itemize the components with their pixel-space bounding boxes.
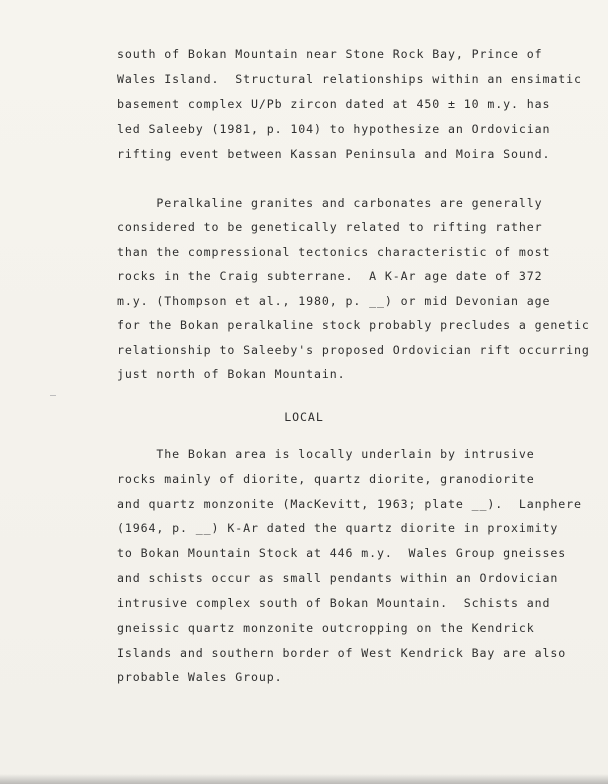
paragraph-3-line-4: (1964, p. __) K-Ar dated the quartz diorite in proximity xyxy=(117,521,559,535)
paragraph-2-line-5: m.y. (Thompson et al., 1980, p. __) or mid Devonian age xyxy=(117,294,551,308)
paragraph-2-line-2: considered to be genetically related to rifting rather xyxy=(117,220,543,234)
paragraph-2-line-1: Peralkaline granites and carbonates are generally xyxy=(117,196,543,210)
paragraph-3-line-3: and quartz monzonite (MacKevitt, 1963; plate __). Lanphere xyxy=(117,497,582,511)
paragraph-2-line-6: for the Bokan peralkaline stock probably precludes a genetic xyxy=(117,318,590,332)
section-heading-local: LOCAL xyxy=(284,410,324,424)
paragraph-3-line-5: to Bokan Mountain Stock at 446 m.y. Wales Group gneisses xyxy=(117,546,567,560)
paragraph-1-line-1: south of Bokan Mountain near Stone Rock Bay, Prince of xyxy=(117,47,543,61)
margin-mark xyxy=(50,395,56,396)
paragraph-3-line-6: and schists occur as small pendants within an Ordovician xyxy=(117,571,559,585)
paragraph-2-line-4: rocks in the Craig subterrane. A K-Ar age date of 372 xyxy=(117,269,543,283)
paragraph-1-line-3: basement complex U/Pb zircon dated at 450 ± 10 m.y. has xyxy=(117,97,551,111)
scan-bottom-shadow xyxy=(0,774,608,784)
paragraph-2-line-3: than the compressional tectonics characteristic of most xyxy=(117,245,551,259)
paragraph-2-line-7: relationship to Saleeby's proposed Ordovician rift occurring xyxy=(117,343,590,357)
paragraph-3-line-9: Islands and southern border of West Kendrick Bay are also xyxy=(117,646,567,660)
paragraph-3-line-2: rocks mainly of diorite, quartz diorite, granodiorite xyxy=(117,472,535,486)
paragraph-3-line-7: intrusive complex south of Bokan Mountain. Schists and xyxy=(117,596,551,610)
paragraph-2-line-8: just north of Bokan Mountain. xyxy=(117,367,346,381)
paragraph-1-line-2: Wales Island. Structural relationships within an ensimatic xyxy=(117,72,582,86)
paragraph-1-line-5: rifting event between Kassan Peninsula and Moira Sound. xyxy=(117,147,551,161)
paragraph-1-line-4: led Saleeby (1981, p. 104) to hypothesize an Ordovician xyxy=(117,122,551,136)
paragraph-3-line-8: gneissic quartz monzonite outcropping on the Kendrick xyxy=(117,621,535,635)
paragraph-3-line-1: The Bokan area is locally underlain by intrusive xyxy=(117,447,535,461)
paragraph-3-line-10: probable Wales Group. xyxy=(117,670,283,684)
